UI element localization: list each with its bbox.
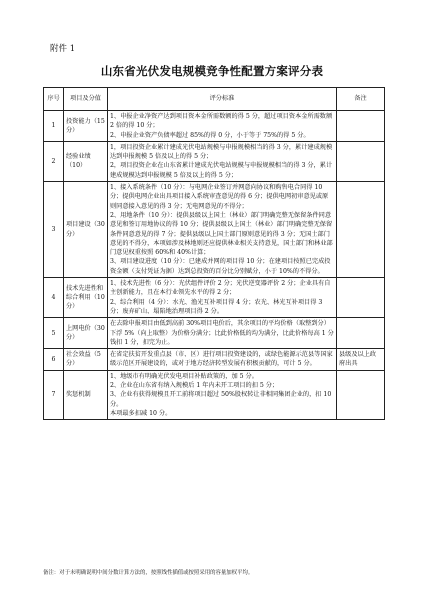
remark-cell — [337, 111, 385, 142]
standard-line: 3、项目建设进度（10 分）：已建成并网的项目得 10 分；在建项目按照已完成投资金额（支付凭证为据）达到总投资的百分比分别赋分，小于 10%的不得分。 — [110, 258, 331, 275]
footnote: 备注：对于未明确说明中间分数计算方法的，按照线性插值或按照采用的容量加权平均。 — [43, 570, 254, 576]
remark-cell: 县级及以上政府出具 — [337, 349, 385, 371]
standard-line: 在省定扶贫开发重点县（市、区）进行项目投资建设的，或绿色能源示范县等国家级示范区开展建设的，或对于地方经济转型发展有积极贡献的，可计 5 分。 — [110, 351, 333, 368]
standard-line: 3、企业有获得规模且开工前将项目超过 50%股权转让非相同集团企业的，扣 10 分。 — [110, 391, 332, 408]
table-header-row — [44, 88, 385, 111]
remark-cell — [337, 370, 385, 419]
standard-line: 2、申报企业资产负债率超过 85%的得 0 分，小于等于 75%的得 5 分。 — [110, 131, 310, 139]
header-standard: 评分标准 — [108, 88, 337, 111]
standard-line: 2、综合利用（4 分）：水光、渔光互补项目得 4 分；农光、林光互补项目得 3 分；废弃矿山、塌陷地治理项目得 2 分。 — [110, 298, 323, 315]
remark-cell — [337, 182, 385, 278]
table-row — [44, 278, 385, 318]
table-body — [44, 111, 385, 420]
table-row — [44, 370, 385, 419]
row-number: 2 — [44, 141, 64, 181]
standard-line: 2，项目投资企业在山东省累计建成光伏电站规模与申报规模相当的得 3 分，累计建成规模达到申报规模 5 倍及以上的得 5 分； — [110, 162, 333, 179]
standard-line: 2、用地条件（10 分）：提供县级以上国土（林业）部门明确完整无保留条件同意意见和签订用地协议的得 10 分；提供县级以上国土（林业）部门明确完整无保留条件同意意见的得 7 分；提供县级以上国土部门原则意见的得 3 分；无国土部门意见的不得分，本项如涉及林地则还应提供林业相关支持意见，国土部门和林业部门意见权重按照 60%和 40%计算； — [110, 211, 333, 257]
row-number: 7 — [44, 370, 64, 419]
scoring-standard — [108, 370, 337, 419]
table-row — [44, 111, 385, 142]
standard-line: 1、地级市有明确光伏发电项目补贴政策的，加 5 分。 — [110, 372, 258, 380]
table-row — [44, 141, 385, 181]
row-number: 5 — [44, 318, 64, 349]
scoring-standard — [108, 349, 337, 371]
attachment-label: 附件 1 — [50, 44, 76, 54]
header-item: 项目及分值 — [64, 88, 108, 111]
table-row — [44, 349, 385, 371]
scoring-standard — [108, 182, 337, 278]
item-and-score: 项目建设（30分） — [64, 182, 108, 278]
row-number: 3 — [44, 182, 64, 278]
table-row — [44, 182, 385, 278]
item-and-score: 社会效益（5分） — [64, 349, 108, 371]
standard-line: 1、接入系统条件（10 分）：与电网企业签订并网意向协议和购售电合同得 10 分；提供电网企业出具项目接入系统审查意见的得 6 分；提供电网初审意见或原则同意接入意见的得 3 分；无电网意见的不得分； — [110, 184, 329, 210]
header-no: 序号 — [44, 88, 64, 111]
standard-line: 本项最多扣减 10 分。 — [110, 409, 172, 417]
standard-line: 1、技术先进性（6 分）：光伏组件评价 2 分；光伏逆变器评价 2 分；企业具有自主创新能力，且在本行业领先水平的得 2 分； — [110, 280, 331, 297]
row-number: 4 — [44, 278, 64, 318]
item-and-score: 奖惩机制 — [64, 370, 108, 419]
remark-cell — [337, 278, 385, 318]
row-number: 6 — [44, 349, 64, 371]
scoring-standard — [108, 318, 337, 349]
remark-cell — [337, 318, 385, 349]
scoring-standard — [108, 111, 337, 142]
scoring-table — [43, 87, 385, 420]
standard-line: 在去除申报项目由低到高前 30%项目电价后，其余项目的平均价格（取整到分）下浮 5%（向上取整）为价格分满分；比此价格低的均为满分，比此价格每高 1 分钱扣 1 分，扣完为止。 — [110, 320, 334, 346]
item-and-score: 上网电价（30分） — [64, 318, 108, 349]
standard-line: 1、申报企业净资产达到项目资本金所需数额的得 5 分，超过项目资本金所需数额 2 倍的得 10 分； — [110, 113, 333, 130]
scoring-standard — [108, 278, 337, 318]
item-and-score: 经验业绩（10） — [64, 141, 108, 181]
scoring-standard — [108, 141, 337, 181]
header-remark: 备注 — [337, 88, 385, 111]
table-row — [44, 318, 385, 349]
page-title: 山东省光伏发电规模竞争性配置方案评分表 — [100, 64, 324, 78]
item-and-score: 投资能力（15分） — [64, 111, 108, 142]
remark-cell — [337, 141, 385, 181]
row-number: 1 — [44, 111, 64, 142]
item-and-score: 技术先进性和综合利用（10分） — [64, 278, 108, 318]
standard-line: 2、企业在山东省有纳入规模后 1 年内未开工项目的扣 5 分； — [110, 382, 279, 390]
standard-line: 1，项目投资企业累计建成光伏电站规模与申报规模相当的得 3 分，累计建成规模达到申报规模 5 倍及以上的得 5 分； — [110, 143, 333, 161]
